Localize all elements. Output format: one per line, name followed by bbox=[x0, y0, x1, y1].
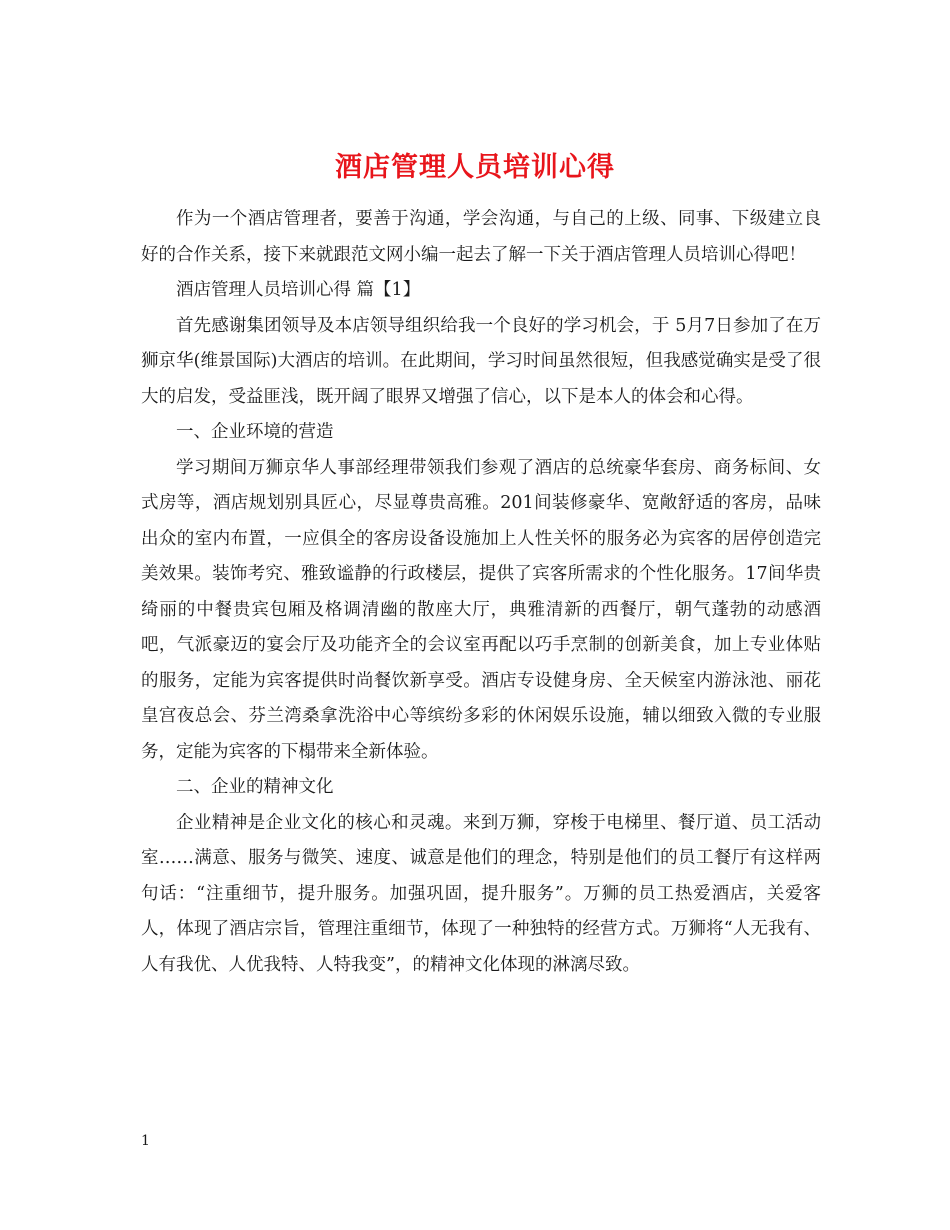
document-title: 酒店管理人员培训心得 bbox=[335, 152, 615, 184]
body-paragraph: 学习期间万狮京华人事部经理带领我们参观了酒店的总统豪华套房、商务标间、女式房等，酒店规划别具匠心，尽显尊贵高雅。201间装修豪华、宽敞舒适的客房，品味出众的室内布置，一应俱全的客房设备设施加上人性关怀的服务必为宾客的居停创造完美效果。装饰考究、雅致谧静的行政楼层，提供了宾客所需求的个性化服务。17间华贵绮丽的中餐贵宾包厢及格调清幽的散座大厅，典雅清新的西餐厅，朝气蓬勃的动感酒吧，气派豪迈的宴会厅及功能齐全的会议室再配以巧手烹制的创新美食，加上专业体贴的服务，定能为宾客提供时尚餐饮新享受。酒店专设健身房、全天候室内游泳池、丽花皇宫夜总会、芬兰湾桑拿洗浴中心等缤纷多彩的休闲娱乐设施，辅以细致入微的专业服务，定能为宾客的下榻带来全新体验。 bbox=[141, 457, 821, 762]
body-paragraph: 首先感谢集团领导及本店领导组织给我一个良好的学习机会，于 5月7日参加了在万狮京华(维景国际)大酒店的培训。在此期间，学习时间虽然很短，但我感觉确实是受了很大的启发，受益匪浅，既开阔了眼界又增强了信心，以下是本人的体会和心得。 bbox=[141, 315, 821, 407]
intro-paragraph: 作为一个酒店管理者，要善于沟通，学会沟通，与自己的上级、同事、下级建立良好的合作关系，接下来就跟范文网小编一起去了解一下关于酒店管理人员培训心得吧！ bbox=[141, 209, 821, 265]
section-heading: 二、企业的精神文化 bbox=[176, 777, 334, 797]
body-paragraph: 企业精神是企业文化的核心和灵魂。来到万狮，穿梭于电梯里、餐厅道、员工活动室……满意、服务与微笑、速度、诚意是他们的理念，特别是他们的员工餐厅有这样两句话：“注重细节，提升服务。加强巩固，提升服务”。万狮的员工热爱酒店，关爱客人，体现了酒店宗旨，管理注重细节，体现了一种独特的经营方式。万狮将“人无我有、人有我优、人优我特、人特我变”，的精神文化体现的淋漓尽致。 bbox=[141, 812, 821, 975]
document-body bbox=[141, 202, 821, 983]
section-heading: 酒店管理人员培训心得 篇【1】 bbox=[176, 280, 421, 300]
page-number: 1 bbox=[141, 1133, 150, 1149]
section-heading: 一、企业环境的营造 bbox=[176, 422, 334, 442]
